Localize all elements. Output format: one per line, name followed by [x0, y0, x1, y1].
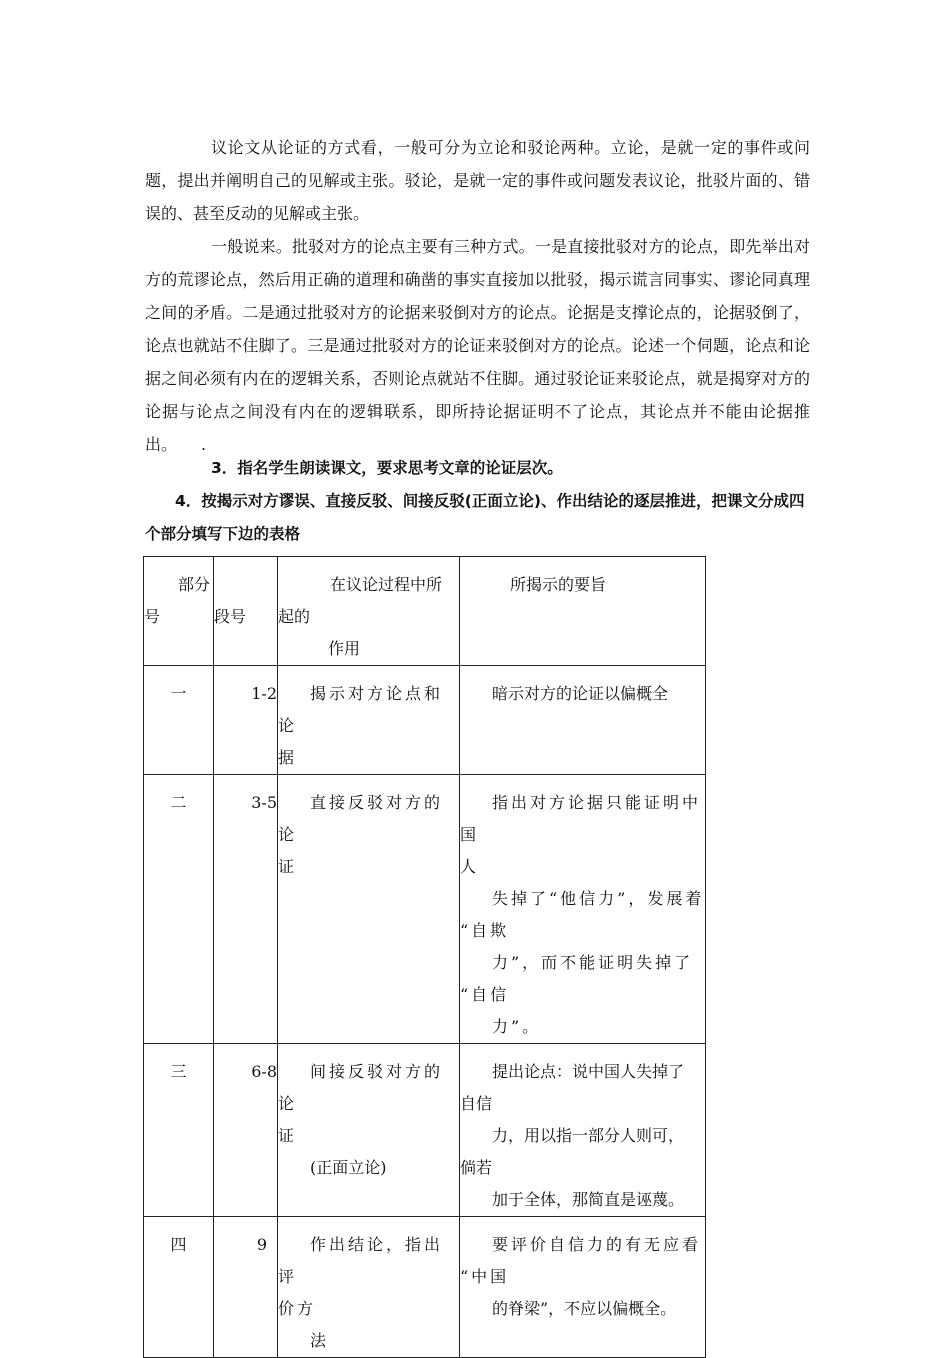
table-row	[144, 1217, 706, 1358]
cell-gist: 指出对方论据只能证明中国 人 失掉了“他信力”，发展着 “自欺 力”，而不能证明失掉了 “自信 力”。	[460, 775, 706, 1044]
cell-role: 直接反驳对方的论 证	[278, 775, 460, 1044]
cell-gist: 暗示对方的论证以偏概全	[460, 666, 706, 775]
paragraph-rebuttal-methods: 一般说来。批驳对方的论点主要有三种方式。一是直接批驳对方的论点，即先举出对方的荒谬论点，然后用正确的道理和确凿的事实直接加以批驳，揭示谎言同事实、谬论同真理之间的矛盾。二是通过批驳对方的论据来驳倒对方的论点。论据是支撑论点的，论据驳倒了，论点也就站不住脚了。三是通过批驳对方的论证来驳倒对方的论点。论述一个伺题，论点和论据之间必须有内在的逻辑关系，否则论点就站不住脚。通过驳论证来驳论点，就是揭穿对方的论据与论点之间没有内在的逻辑联系，即所持论据证明不了论点，其论点并不能由论据推出。 .	[145, 237, 810, 454]
cell-part: 四	[144, 1217, 214, 1358]
cell-part: 一	[144, 666, 214, 775]
header-part: 部分 号	[144, 557, 214, 666]
table-header-row	[144, 557, 706, 666]
table-row	[144, 1044, 706, 1217]
header-para-no: 段号	[214, 557, 278, 666]
paragraph-argument-types: 议论文从论证的方式看，一般可分为立论和驳论两种。立论，是就一定的事件或问题，提出并阐明自己的见解或主张。驳论，是就一定的事件或问题发表议论，批驳片面的、错误的、甚至反动的见解或主张。	[145, 138, 810, 223]
cell-role: 揭示对方论点和论 据	[278, 666, 460, 775]
analysis-table	[143, 556, 706, 1358]
cell-para: 9	[214, 1217, 278, 1358]
step-3-heading: 3．指名学生朗读课文，要求思考文章的论证层次。	[211, 459, 563, 477]
header-role: 在议论过程中所 起的 作用	[278, 557, 460, 666]
cell-gist: 提出论点：说中国人失掉了 自信 力，用以指一部分人则可， 倘若 加于全体，那简直是诬蔑。	[460, 1044, 706, 1217]
cell-part: 二	[144, 775, 214, 1044]
table-row	[144, 666, 706, 775]
cell-para: 1-2	[214, 666, 278, 775]
cell-role: 作出结论，指出评 价方 法	[278, 1217, 460, 1358]
table-row	[144, 775, 706, 1044]
cell-gist: 要评价自信力的有无应看 “中国 的脊梁”，不应以偏概全。	[460, 1217, 706, 1358]
cell-role: 间接反驳对方的论 证 (正面立论)	[278, 1044, 460, 1217]
cell-para: 3-5	[214, 775, 278, 1044]
cell-para: 6-8	[214, 1044, 278, 1217]
cell-part: 三	[144, 1044, 214, 1217]
header-gist: 所揭示的要旨	[460, 557, 706, 666]
step-4-heading: 4．按揭示对方谬误、直接反驳、间接反驳(正面立论)、作出结论的逐层推进，把课文分成四个部分填写下边的表格	[145, 492, 805, 543]
